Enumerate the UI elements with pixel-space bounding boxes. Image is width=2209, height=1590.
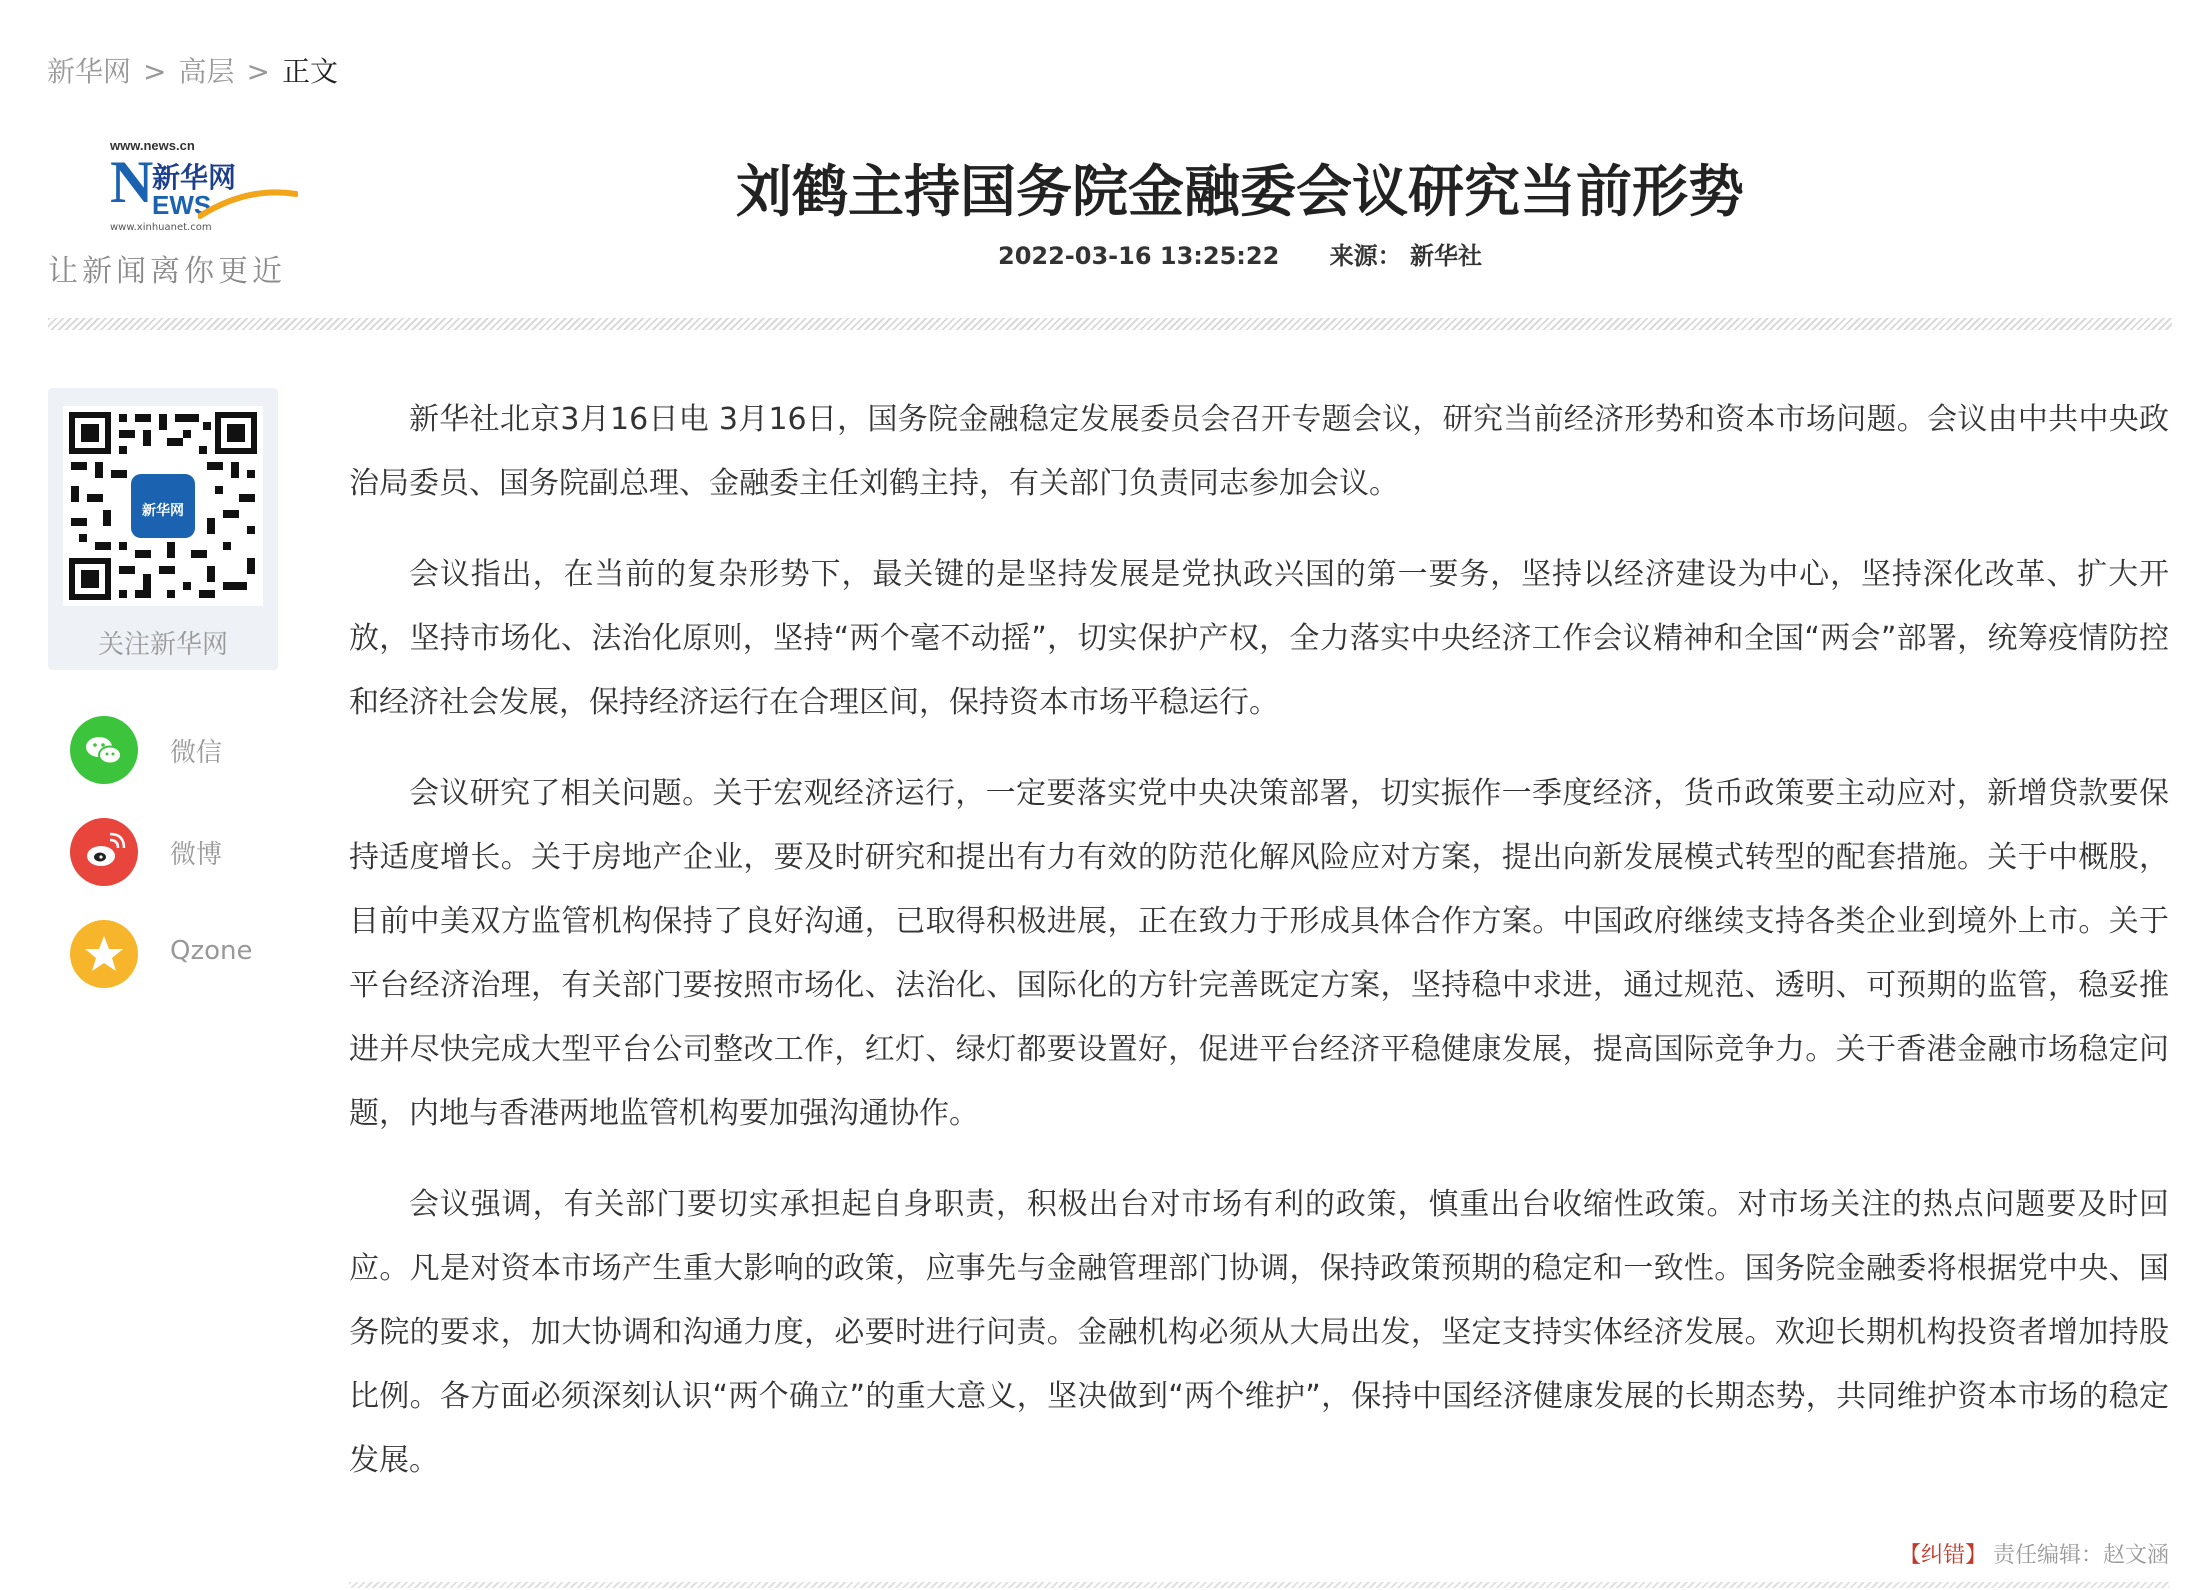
editor-name: 赵文涵	[2102, 1543, 2169, 1568]
article-meta	[500, 236, 1980, 271]
footer-divider	[349, 1582, 2169, 1588]
logo-ews-letters: EWS	[152, 190, 212, 220]
logo-url-top: www.news.cn	[110, 138, 195, 153]
share-qzone-label: Qzone	[170, 936, 253, 966]
breadcrumb-separator: >	[143, 55, 167, 88]
wechat-icon	[70, 716, 138, 784]
logo-n-letter: N	[110, 149, 154, 215]
share-weibo-label: 微博	[170, 840, 223, 870]
breadcrumb-home-link[interactable]: 新华网	[47, 55, 132, 88]
correction-link[interactable]: 【纠错】	[1898, 1543, 1987, 1568]
editor-line	[1899, 1538, 2169, 1569]
article-paragraph: 会议研究了相关问题。关于宏观经济运行，一定要落实党中央决策部署，切实振作一季度经济，货币政策要主动应对，新增贷款要保持适度增长。关于房地产企业，要及时研究和提出有力有效的防范化解风险应对方案，提出向新发展模式转型的配套措施。关于中概股，目前中美双方监管机构保持了良好沟通，已取得积极进展，正在致力于形成具体合作方案。中国政府继续支持各类企业到境外上市。关于平台经济治理，有关部门要按照市场化、法治化、国际化的方针完善既定方案，坚持稳中求进，通过规范、透明、可预期的监管，稳妥推进并尽快完成大型平台公司整改工作，红灯、绿灯都要设置好，促进平台经济平稳健康发展，提高国际竞争力。关于香港金融市场稳定问题，内地与香港两地监管机构要加强沟通协作。	[349, 776, 2169, 1131]
logo-swoosh-icon	[198, 182, 298, 222]
article-title: 刘鹤主持国务院金融委会议研究当前形势	[736, 160, 1744, 225]
share-weibo-button[interactable]	[70, 818, 280, 890]
share-wechat-button[interactable]	[70, 716, 280, 788]
weibo-icon	[70, 818, 138, 886]
logo-url-bottom: www.xinhuanet.com	[110, 222, 212, 233]
share-qzone-button[interactable]	[70, 920, 280, 992]
article-paragraph: 会议指出，在当前的复杂形势下，最关键的是坚持发展是党执政兴国的第一要务，坚持以经济建设为中心，坚持深化改革、扩大开放，坚持市场化、法治化原则，坚持“两个毫不动摇”，切实保护产权，全力落实中央经济工作会议精神和全国“两会”部署，统筹疫情防控和经济社会发展，保持经济运行在合理区间，保持资本市场平稳运行。	[349, 557, 2169, 720]
article-source: 新华社	[1409, 242, 1482, 270]
share-wechat-label: 微信	[170, 738, 223, 768]
qzone-star-icon	[70, 920, 138, 988]
qr-center-badge: 新华网	[142, 503, 184, 519]
qr-label: 关注新华网	[97, 630, 228, 660]
breadcrumb-section-link[interactable]: 高层	[178, 55, 235, 88]
xinhua-logo[interactable]	[48, 138, 288, 288]
editor-label: 责任编辑：	[1992, 1543, 2103, 1568]
article-body	[349, 388, 2169, 1520]
article-paragraph: 会议强调，有关部门要切实承担起自身职责，积极出台对市场有利的政策，慎重出台收缩性政策。对市场关注的热点问题要及时回应。凡是对资本市场产生重大影响的政策，应事先与金融管理部门协调，保持政策预期的稳定和一致性。国务院金融委将根据党中央、国务院的要求，加大协调和沟通力度，必要时进行问责。金融机构必须从大局出发，坚定支持实体经济发展。欢迎长期机构投资者增加持股比例。各方面必须深刻认识“两个确立”的重大意义，坚决做到“两个维护”，保持中国经济健康发展的长期态势，共同维护资本市场的稳定发展。	[349, 1187, 2169, 1478]
breadcrumb	[47, 50, 338, 90]
article-paragraph: 新华社北京3月16日电 3月16日，国务院金融稳定发展委员会召开专题会议，研究当前经济形势和资本市场问题。会议由中共中央政治局委员、国务院副总理、金融委主任刘鹤主持，有关部门负责同志参加会议。	[349, 402, 2169, 501]
article-datetime: 2022-03-16 13:25:22	[998, 242, 1280, 270]
logo-slogan: 让新闻离你更近	[48, 254, 286, 289]
header-divider	[48, 318, 2172, 330]
qr-code-panel	[48, 388, 278, 670]
breadcrumb-current: 正文	[281, 55, 338, 88]
logo-chinese-name: 新华网	[152, 161, 237, 194]
article-source-label: 来源：	[1329, 242, 1402, 270]
breadcrumb-separator: >	[246, 55, 270, 88]
